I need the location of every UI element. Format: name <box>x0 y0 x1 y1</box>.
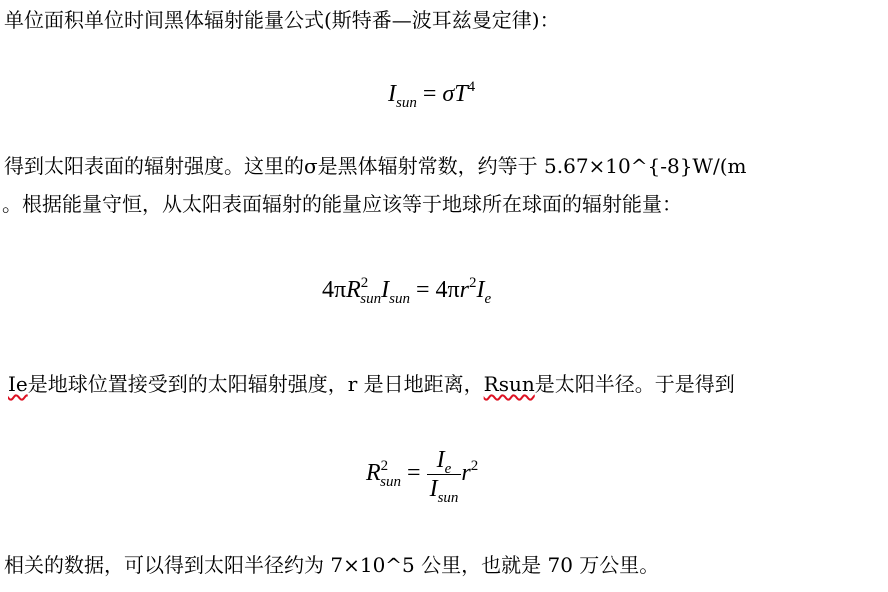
fraction: $\frac{I_e}{I_{sun}}$ <box>427 448 462 501</box>
paragraph-variable-definitions <box>8 370 735 398</box>
variable-ie: Ie <box>8 372 28 396</box>
variable-rsun: Rsun <box>483 372 535 396</box>
conclusion-text: 是太阳半径。于是得到 <box>534 372 735 396</box>
paragraph-result: 相关的数据，可以得到太阳半径约为 7×10^5 公里，也就是 70 万公里。 <box>4 553 660 577</box>
paragraph-energy-conservation: 。根据能量守恒，从太阳表面辐射的能量应该等于地球所在球面的辐射能量： <box>2 192 682 216</box>
paragraph-radiation-intensity: 得到太阳表面的辐射强度。这里的σ是黑体辐射常数，约等于 5.67×10^{-8}W/(m <box>4 154 747 178</box>
paragraph-intro: 单位面积单位时间黑体辐射能量公式(斯特番—波耳兹曼定律)： <box>4 8 560 32</box>
equation-sun-radius: $R^2_{sun}$ = $\frac{I_e}{I_{sun}}$ $r^2$ <box>366 447 479 506</box>
equation-energy-balance: $4\pi R^2_{sun}I_{sun} = 4\pi r^2I_e$ <box>322 275 492 307</box>
variable-description: 是地球位置接受到的太阳辐射强度，r 是日地距离， <box>27 372 484 396</box>
equation-stefan-boltzmann: $I_{sun} = \sigma T^4$ <box>388 79 476 111</box>
